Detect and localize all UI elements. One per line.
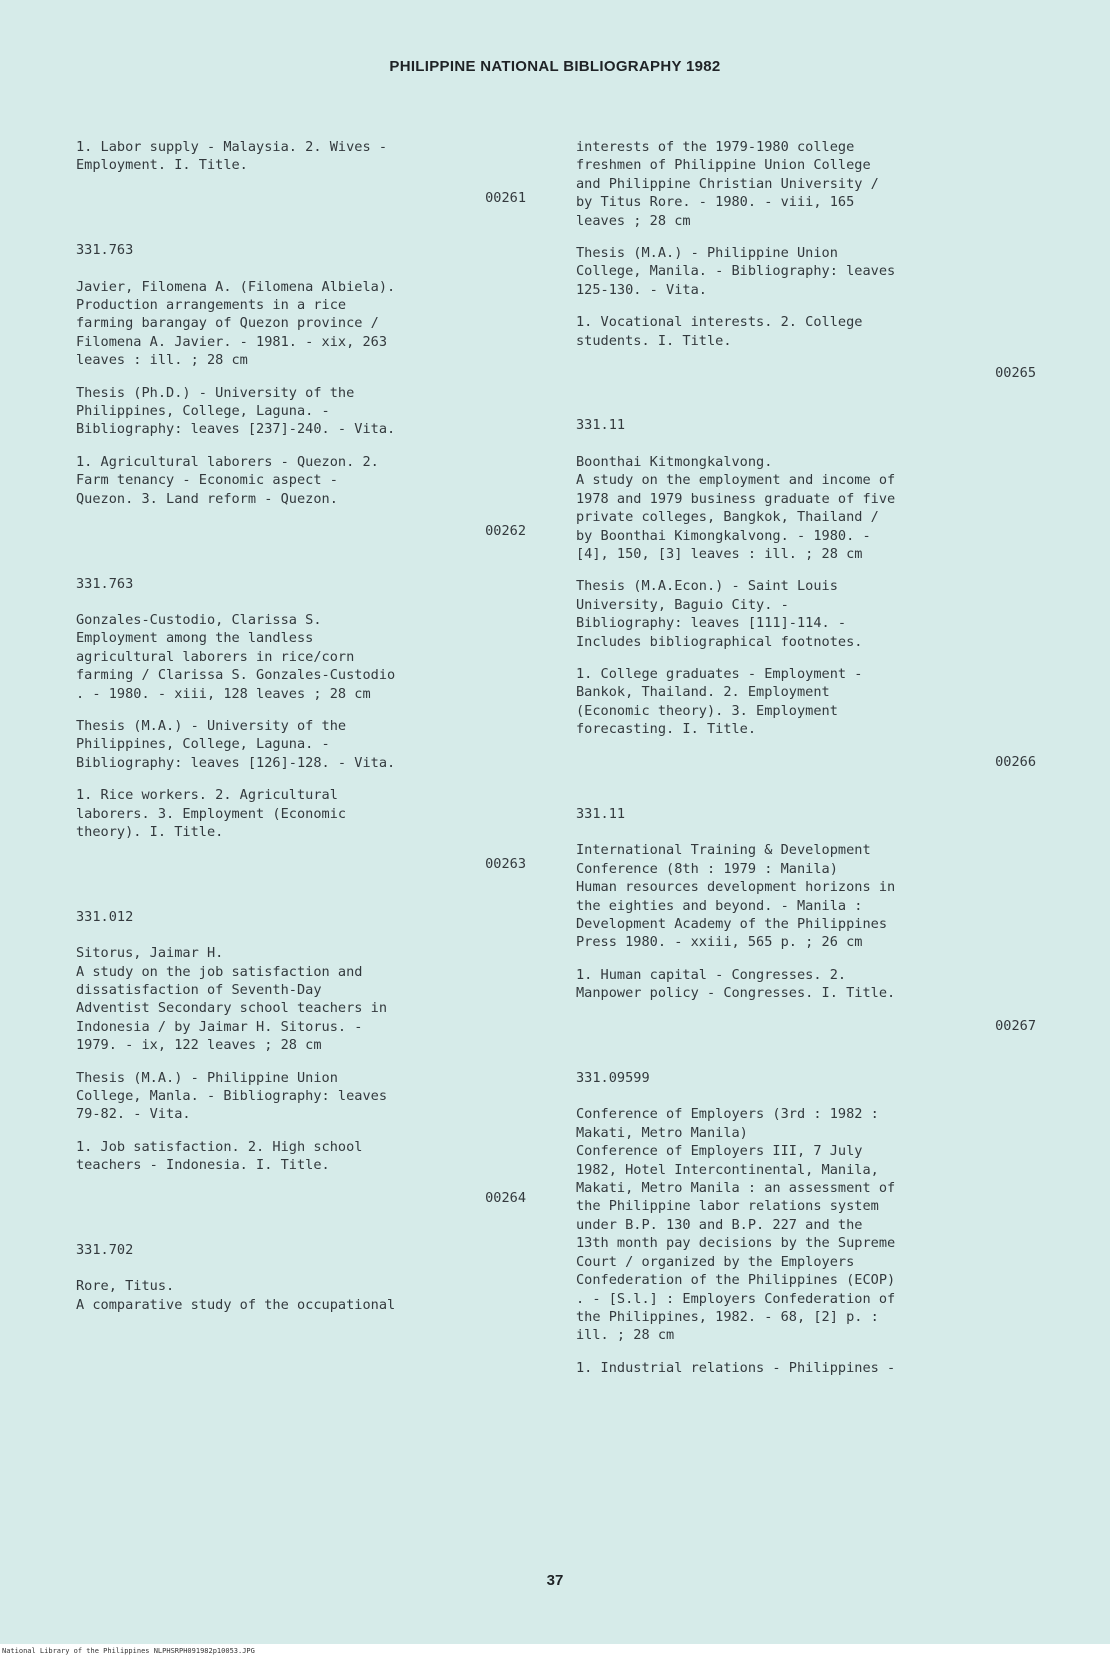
entry-paragraph: Gonzales-Custodio, Clarissa S. Employment among the landless agricultural laborers in rice/corn farming / Clarissa S. Gonzales-Custodio . - 1980. - xiii, 128 leaves ; 28 cm xyxy=(76,611,396,702)
entry-number: 00265 xyxy=(995,365,1036,382)
entry-number: 00267 xyxy=(995,1017,1036,1034)
entry-paragraph: Rore, Titus. A comparative study of the occupational xyxy=(76,1278,396,1313)
entry-paragraph: 1. College graduates - Employment - Bankok, Thailand. 2. Employment (Economic theory). 3. Employment forecasting. I. Title. xyxy=(576,665,863,738)
entry-paragraph: Boonthai Kitmongkalvong. A study on the employment and income of 1978 and 1979 business graduate of five private colleges, Bangkok, Thailand / by Boonthai Kimongkalvong. - 1980. - [4], 150, [3] leaves : ill. ; 28 cm xyxy=(576,453,896,562)
entry-number: 00266 xyxy=(995,753,1036,770)
entry-paragraph: Sitorus, Jaimar H. A study on the job satisfaction and dissatisfaction of Seventh-Day Adventist Secondary school teachers in Indonesia / by Jaimar H. Sitorus. - 1979. - ix, 122 leaves ; 28 cm xyxy=(76,945,387,1054)
entry-paragraph: interests of the 1979-1980 college freshmen of Philippine Union College and Philippine Christian University / by Titus Rore. - 1980. - viii, 165 leaves ; 28 cm xyxy=(576,139,879,229)
bibliography-entry xyxy=(576,805,1036,1035)
entry-number: 00261 xyxy=(485,189,526,206)
entry-paragraph: Javier, Filomena A. (Filomena Albiela). Production arrangements in a rice farming barangay of Quezon province / Filomena A. Javier. - 1981. - xix, 263 leaves : ill. ; 28 cm xyxy=(76,278,396,369)
scan-footer: National Library of the Philippines NLPHSRPH091982p10053.JPG xyxy=(0,1644,1110,1658)
entry-paragraph: 1. Agricultural laborers - Quezon. 2. Farm tenancy - Economic aspect - Quezon. 3. Land reform - Quezon. xyxy=(76,453,379,507)
classification-number: 331.11 xyxy=(576,805,626,822)
entry-paragraph: 1. Human capital - Congresses. 2. Manpower policy - Congresses. I. Title. xyxy=(576,966,896,1002)
entry-paragraph: Thesis (M.A.) - Philippine Union College, Manila. - Bibliography: leaves 125-130. - Vita. xyxy=(576,245,896,298)
entry-paragraph: 1. Rice workers. 2. Agricultural laborers. 3. Employment (Economic theory). I. Title. xyxy=(76,787,347,840)
entry-paragraph: Thesis (M.A.) - Philippine Union College, Manla. - Bibliography: leaves 79-82. - Vita. xyxy=(76,1069,387,1123)
bibliography-entry xyxy=(576,138,1036,382)
entry-number: 00262 xyxy=(485,523,526,540)
classification-number: 331.012 xyxy=(76,908,134,925)
classification-number: 331.11 xyxy=(576,417,626,434)
bibliography-entry xyxy=(576,416,1036,771)
bibliography-entry xyxy=(76,908,526,1207)
entry-paragraph: International Training & Development Conference (8th : 1979 : Manila) Human resources development horizons in the eighties and beyond. - Manila : Development Academy of the Philippines Press 1980. - xxiii, 565 p. ; 26 cm xyxy=(576,842,896,951)
bibliography-entry xyxy=(76,1241,526,1314)
bibliography-entry xyxy=(76,138,526,207)
bibliography-entry xyxy=(576,1069,1036,1377)
page-title: PHILIPPINE NATIONAL BIBLIOGRAPHY 1982 xyxy=(389,58,721,75)
page-number: 37 xyxy=(546,1572,564,1589)
entry-number: 00264 xyxy=(485,1189,526,1206)
entry-paragraph: Thesis (M.A.Econ.) - Saint Louis University, Baguio City. - Bibliography: leaves [111]-114. - Includes bibliographical footnotes. xyxy=(576,578,863,650)
classification-number: 331.702 xyxy=(76,1242,134,1259)
entry-paragraph: Thesis (M.A.) - University of the Philippines, College, Laguna. - Bibliography: leaves [126]-128. - Vita. xyxy=(76,717,396,771)
entry-paragraph: Thesis (Ph.D.) - University of the Philippines, College, Laguna. - Bibliography: leaves [237]-240. - Vita. xyxy=(76,384,396,438)
classification-number: 331.09599 xyxy=(576,1070,650,1087)
bibliography-entry xyxy=(76,575,526,874)
classification-number: 331.763 xyxy=(76,242,134,259)
entry-paragraph: 1. Job satisfaction. 2. High school teachers - Indonesia. I. Title. xyxy=(76,1138,363,1174)
right-column xyxy=(576,138,1036,1391)
bibliography-entry xyxy=(76,241,526,540)
entry-paragraph: 1. Labor supply - Malaysia. 2. Wives - Employment. I. Title. xyxy=(76,139,387,174)
entry-paragraph: 1. Industrial relations - Philippines - xyxy=(576,1359,896,1376)
left-column xyxy=(76,138,526,1328)
classification-number: 331.763 xyxy=(76,575,134,592)
entry-number: 00263 xyxy=(485,856,526,873)
entry-paragraph: Conference of Employers (3rd : 1982 : Makati, Metro Manila) Conference of Employers III, 7 July 1982, Hotel Intercontinental, Manila, Makati, Metro Manila : an assessment of the Philippine labor relations system under B.P. 130 and B.P. 227 and the 13th month pay decisions by the Supreme Court / organized by the Employers Confederation of the Philippines (ECOP) . - [S.l.] : Employers Confederation of the Philippines, 1982. - 68, [2] p. : ill. ; 28 cm xyxy=(576,1106,896,1344)
entry-paragraph: 1. Vocational interests. 2. College students. I. Title. xyxy=(576,314,863,349)
